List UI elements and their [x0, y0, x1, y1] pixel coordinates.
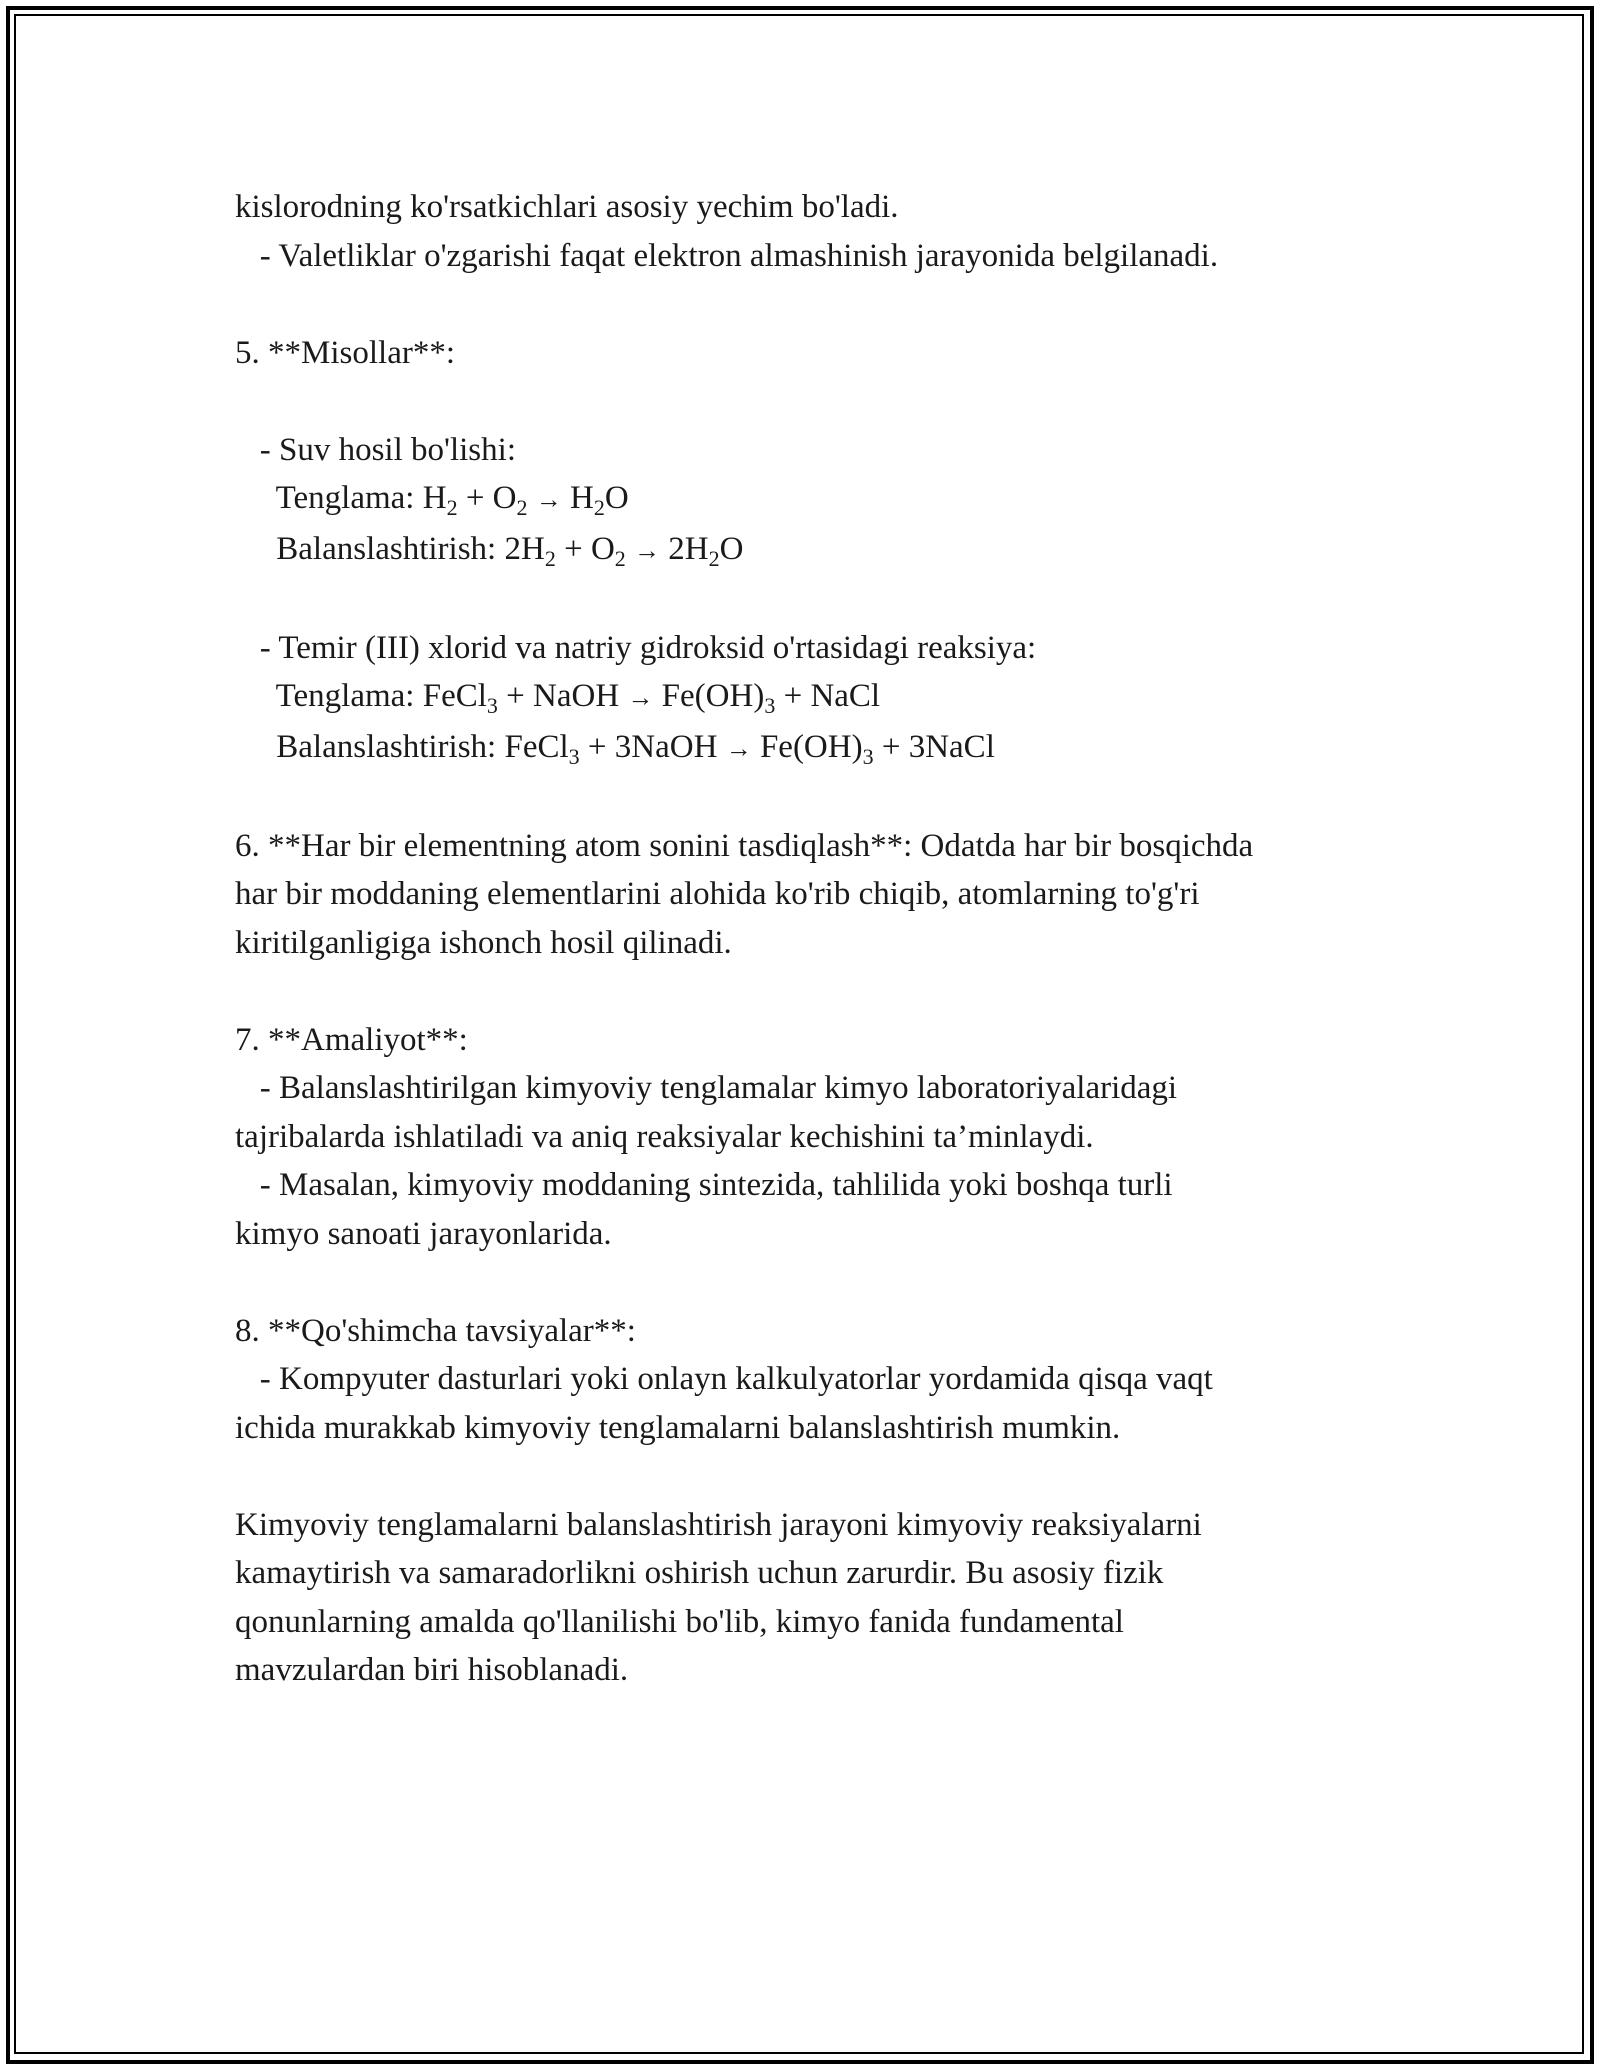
spacer: [235, 575, 1425, 624]
text-line: - Valetliklar o'zgarishi faqat elektron almashinish jarayonida belgilanadi.: [235, 237, 1219, 274]
spacer: [235, 1258, 1425, 1307]
section-heading: 6. **Har bir elementning atom sonini tasdiqlash**: Odatda har bir bosqichda: [235, 827, 1254, 864]
text-line: har bir moddaning elementlarini alohida ko'rib chiqib, atomlarning to'g'ri: [235, 876, 1200, 912]
conclusion-line: mavzulardan biri hisoblanadi.: [235, 1652, 629, 1688]
balanced-label: Balanslashtirish:: [235, 728, 505, 765]
balanced-label: Balanslashtirish:: [235, 530, 505, 567]
text-line: - Kompyuter dasturlari yoki onlayn kalkulyatorlar yordamida qisqa vaqt: [235, 1361, 1213, 1397]
spacer: [235, 967, 1425, 1016]
section-heading: 5. **Misollar**:: [235, 334, 455, 371]
equation-line: Tenglama: $H_2 + O_2 \to H_2O$: [235, 480, 629, 520]
conclusion-line: kamaytirish va samaradorlikni oshirish uchun zarurdir. Bu asosiy fizik: [235, 1555, 1164, 1591]
example-title: - Suv hosil bo'lishi:: [235, 431, 516, 468]
text-line: kimyo sanoati jarayonlarida.: [235, 1215, 612, 1252]
text-line: - Balanslashtirilgan kimyoviy tenglamalar kimyo laboratoriyalaridagi: [235, 1070, 1178, 1106]
example-title: - Temir (III) xlorid va natriy gidroksid o'rtasidagi reaksiya:: [235, 629, 1037, 666]
section-heading: 7. **Amaliyot**:: [235, 1021, 468, 1058]
equation-line: Tenglama: FeCl$_3$ + NaOH → $Fe(OH)_3$ + NaCl: [235, 678, 881, 718]
text-line: tajribalarda ishlatiladi va aniq reaksiyalar kechishini ta’minlaydi.: [235, 1118, 1094, 1155]
text-line: ichida murakkab kimyoviy tenglamalarni balanslashtirish mumkin.: [235, 1409, 1121, 1446]
document-body: [235, 183, 1425, 1695]
balanced-equation-line: Balanslashtirish: $2H_2 + O_2 \to 2H_2O$: [235, 530, 744, 571]
section-heading: 8. **Qo'shimcha tavsiyalar**:: [235, 1312, 636, 1349]
text-line: - Masalan, kimyoviy moddaning sintezida, tahlilida yoki boshqa turli: [235, 1167, 1173, 1203]
conclusion-line: qonunlarning amalda qo'llanilishi bo'lib, kimyo fanida fundamental: [235, 1603, 1124, 1640]
spacer: [235, 377, 1425, 426]
spacer: [235, 1452, 1425, 1501]
spacer: [235, 773, 1425, 822]
conclusion-line: Kimyoviy tenglamalarni balanslashtirish jarayoni kimyoviy reaksiyalarni: [235, 1506, 1202, 1543]
text-line: kiritilganligiga ishonch hosil qilinadi.: [235, 924, 732, 961]
equation-label: Tenglama:: [235, 480, 423, 516]
balanced-equation-line: Balanslashtirish: FeCl$_3$ + 3NaOH → $Fe(OH)_3$ + 3NaCl: [235, 728, 995, 769]
equation-label: Tenglama:: [235, 678, 423, 714]
text-line: kislorodning ko'rsatkichlari asosiy yechim bo'ladi.: [235, 189, 899, 225]
spacer: [235, 280, 1425, 329]
